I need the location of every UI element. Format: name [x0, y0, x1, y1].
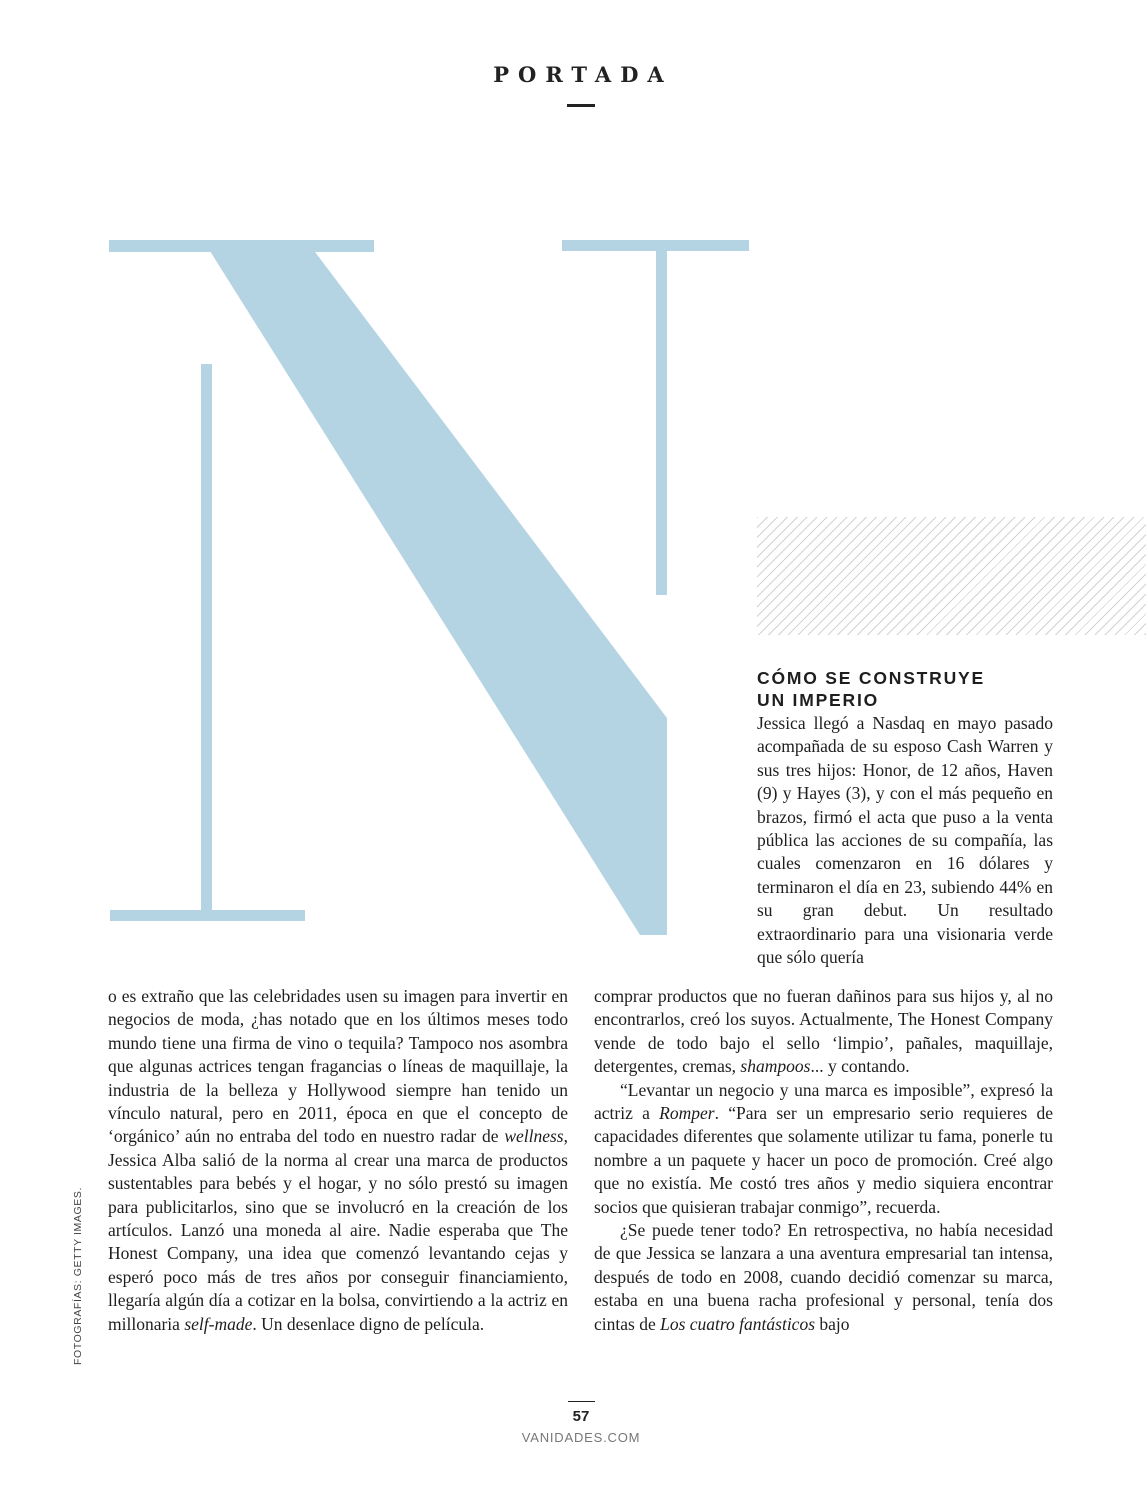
- sidebar-paragraph: Jessica llegó a Nasdaq en mayo pasado acompañada de su esposo Cash Warren y sus tres hijos: Honor, de 12 años, Haven (9) y Hayes (3), y con el más pequeño en brazos, firmó el acta que puso a la venta pública las acciones de su compañía, las cuales comenzaron en 16 dólares y terminaron el día en 23, subiendo 44% en su gran debut. Un resultado extraordinario para una visionaria verde que sólo quería: [757, 713, 1053, 968]
- italic-term: Los cuatro fantásticos: [660, 1313, 816, 1334]
- article-right-paragraph-1: [594, 985, 1053, 1079]
- text-run: ¿Se puede tener todo? En retrospectiva, no había necesidad de que Jessica se lanzara a una aventura empresarial tan intensa, después de todo en 2008, cuando decidió comenzar su marca, estaba en una buena racha profesional y personal, tenía dos cintas de: [594, 1220, 1053, 1334]
- dropcap-bottom-serif: [110, 910, 305, 921]
- hatched-decoration: [757, 517, 1146, 635]
- sidebar-heading: [757, 667, 1057, 711]
- page-number: 57: [572, 1408, 590, 1425]
- italic-term: self-made: [184, 1313, 253, 1334]
- sidebar-heading-line2: UN IMPERIO: [757, 690, 880, 710]
- sidebar-heading-line1: CÓMO SE CONSTRUYE: [757, 668, 985, 688]
- photo-credit-text: FOTOGRAFÍAS: GETTY IMAGES.: [72, 1187, 84, 1365]
- italic-term: wellness: [504, 1126, 564, 1147]
- text-run: . “Para ser un empresario serio requieres de capacidades diferentes que solamente utilizar tu fama, ponerle tu nombre a un paquete y hacer un poco de promoción. Creé algo que no existía. Me costó tres años y medio siquiera encontrar socios que quisieran trabajar conmigo”, recuerda.: [594, 1103, 1053, 1217]
- photo-credit: [72, 1187, 92, 1365]
- article-right-paragraph-3: [594, 1219, 1053, 1336]
- text-run: comprar productos que no fueran dañinos para sus hijos y, al no encontrarlos, creó los suyos. Actualmente, The Honest Company vende de todo bajo el sello ‘limpio’, pañales, maquillaje, detergentes, cremas,: [594, 986, 1053, 1077]
- text-run: o es extraño que las celebridades usen su imagen para invertir en negocios de moda, ¿has notado que en los últimos meses todo mundo tiene una firma de vino o tequila? Tampoco nos asombra que algunas actrices tengan fragancias o líneas de maquillaje, la industria de la belleza y Hollywood siempre han tenido un vínculo natural, pero en 2011, época en que el concepto de ‘orgánico’ aún no entraba del todo en nuestro radar de: [108, 986, 568, 1147]
- text-run: “Levantar un negocio y una marca es imposible”, expresó la actriz a: [594, 1079, 1053, 1124]
- website-url: VANIDADES.COM: [521, 1430, 641, 1445]
- article-right-column: [594, 985, 1053, 1336]
- italic-term: Romper: [659, 1103, 715, 1124]
- dropcap-shapes: [109, 240, 749, 935]
- text-run: ... y contando.: [810, 1056, 910, 1077]
- article-left-paragraph: [108, 985, 568, 1336]
- dropcap-left-stem: [201, 364, 212, 919]
- text-run: . Un desenlace digno de película.: [252, 1313, 485, 1334]
- footer-rule: [568, 1401, 595, 1402]
- dropcap-right-stem: [656, 240, 667, 595]
- section-title: PORTADA: [493, 62, 673, 87]
- sidebar-text: [757, 712, 1053, 969]
- dropcap-diagonal-stroke: [203, 240, 667, 935]
- dropcap-top-right-serif: [562, 240, 749, 251]
- article-left-column: [108, 985, 568, 1336]
- italic-term: shampoos: [740, 1056, 811, 1077]
- text-run: , Jessica Alba salió de la norma al crear una marca de productos sustentables para bebés y el hogar, y no sólo prestó su imagen para publicitarlos, sino que se involucró en la creación de los artículos. Lanzó una moneda al aire. Nadie esperaba que The Honest Company, una idea que comenzó levantando cejas y esperó poco más de tres años por conseguir financiamiento, llegaría algún día a cotizar en la bolsa, convirtiendo a la actriz en millonaria: [108, 1126, 568, 1334]
- article-right-paragraph-2: [594, 1079, 1053, 1219]
- text-run: bajo: [815, 1313, 850, 1334]
